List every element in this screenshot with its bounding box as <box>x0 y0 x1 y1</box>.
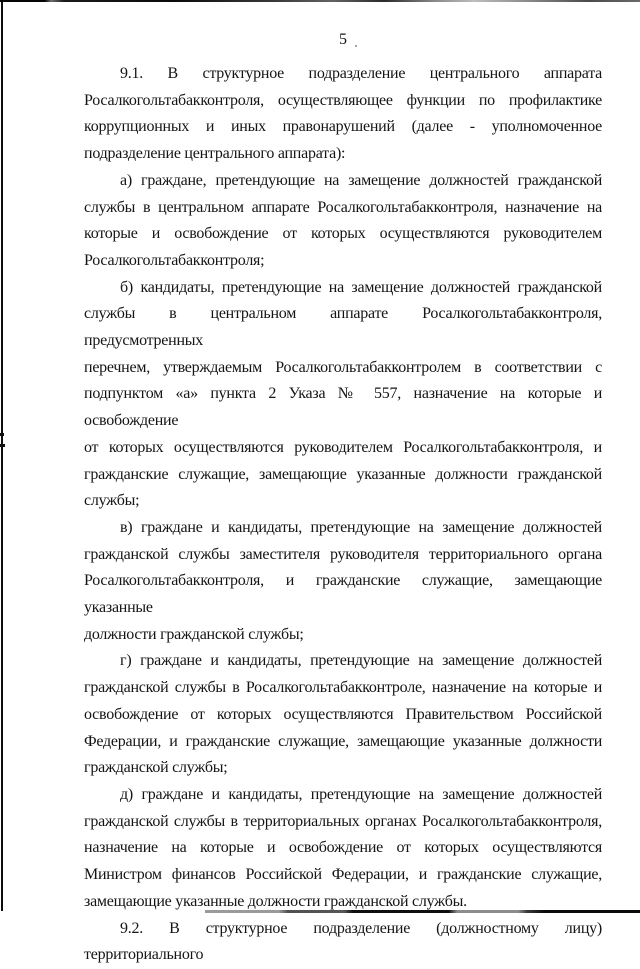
text-line: Росалкогольтабакконтроля, и гражданские служащие, замещающие указанные <box>84 572 602 617</box>
text-line: Росалкогольтабакконтроля; <box>84 251 265 269</box>
text-line: освобождение от которых осуществляются Правительством Российской <box>84 705 602 723</box>
document-body <box>84 61 602 969</box>
text-line: службы в центральном аппарате Росалкогольтабакконтроля, предусмотренных <box>84 305 602 350</box>
text-line: должности гражданской службы; <box>84 625 304 643</box>
text-line: гражданской службы в Росалкогольтабакконтроле, назначение на которые и <box>84 679 602 697</box>
text-line: перечнем, утверждаемым Росалкогольтабакконтролем в соответствии с <box>84 358 602 376</box>
text-line: д) граждане и кандидаты, претендующие на замещение должностей <box>120 785 602 803</box>
text-line: подпунктом «а» пункта 2 Указа № 557, назначение на которые и освобождение <box>84 385 602 430</box>
text-line: гражданской службы в территориальных органах Росалкогольтабакконтроля, <box>84 812 602 830</box>
text-line: г) граждане и кандидаты, претендующие на замещение должностей <box>120 652 602 670</box>
text-line: б) кандидаты, претендующие на замещение должностей гражданской <box>120 278 602 296</box>
text-line: гражданские служащие, замещающие указанные должности гражданской <box>84 465 602 483</box>
text-line: от которых осуществляются руководителем Росалкогольтабакконтроля, и <box>84 438 602 456</box>
scan-edge-left <box>1 2 3 911</box>
text-line: гражданской службы заместителя руководителя территориального органа <box>84 545 602 563</box>
text-line: 9.1. В структурное подразделение центрального аппарата <box>120 65 602 82</box>
text-line: замещающие указанные должности гражданской службы. <box>84 892 467 910</box>
text-line: Министром финансов Российской Федерации, и гражданские служащие, <box>84 866 602 884</box>
paragraph <box>84 916 602 969</box>
paragraph <box>84 61 602 168</box>
paragraph <box>84 275 602 515</box>
text-line: службы в центральном аппарате Росалкогольтабакконтроля, назначение на <box>84 198 602 216</box>
text-line: 9.2. В структурное подразделение (должностному лицу) территориального <box>84 919 602 964</box>
scan-mark <box>0 433 4 436</box>
text-line: назначение на которые и освобождение от которых осуществляются <box>84 839 602 857</box>
text-line: которые и освобождение от которых осуществляются руководителем <box>84 225 602 243</box>
text-line: Федерации, и гражданские служащие, замещающие указанные должности <box>84 732 602 750</box>
text-line: коррупционных и иных правонарушений (далее - уполномоченное <box>84 118 602 136</box>
paragraph <box>84 515 602 649</box>
text-line: Росалкогольтабакконтроля, осуществляющее функции по профилактике <box>84 91 602 109</box>
paragraph <box>84 782 602 916</box>
page-number: 5 <box>339 31 347 48</box>
text-line: гражданской службы; <box>84 759 228 777</box>
text-line: в) граждане и кандидаты, претендующие на замещение должностей <box>120 518 602 536</box>
text-line: подразделение центрального аппарата): <box>84 145 346 163</box>
scan-mark <box>0 444 5 447</box>
paragraph <box>84 168 602 275</box>
paragraph <box>84 648 602 782</box>
scan-edge-top <box>0 0 640 2</box>
text-line: а) граждане, претендующие на замещение должностей гражданской <box>120 171 602 189</box>
text-line: службы; <box>84 492 140 510</box>
